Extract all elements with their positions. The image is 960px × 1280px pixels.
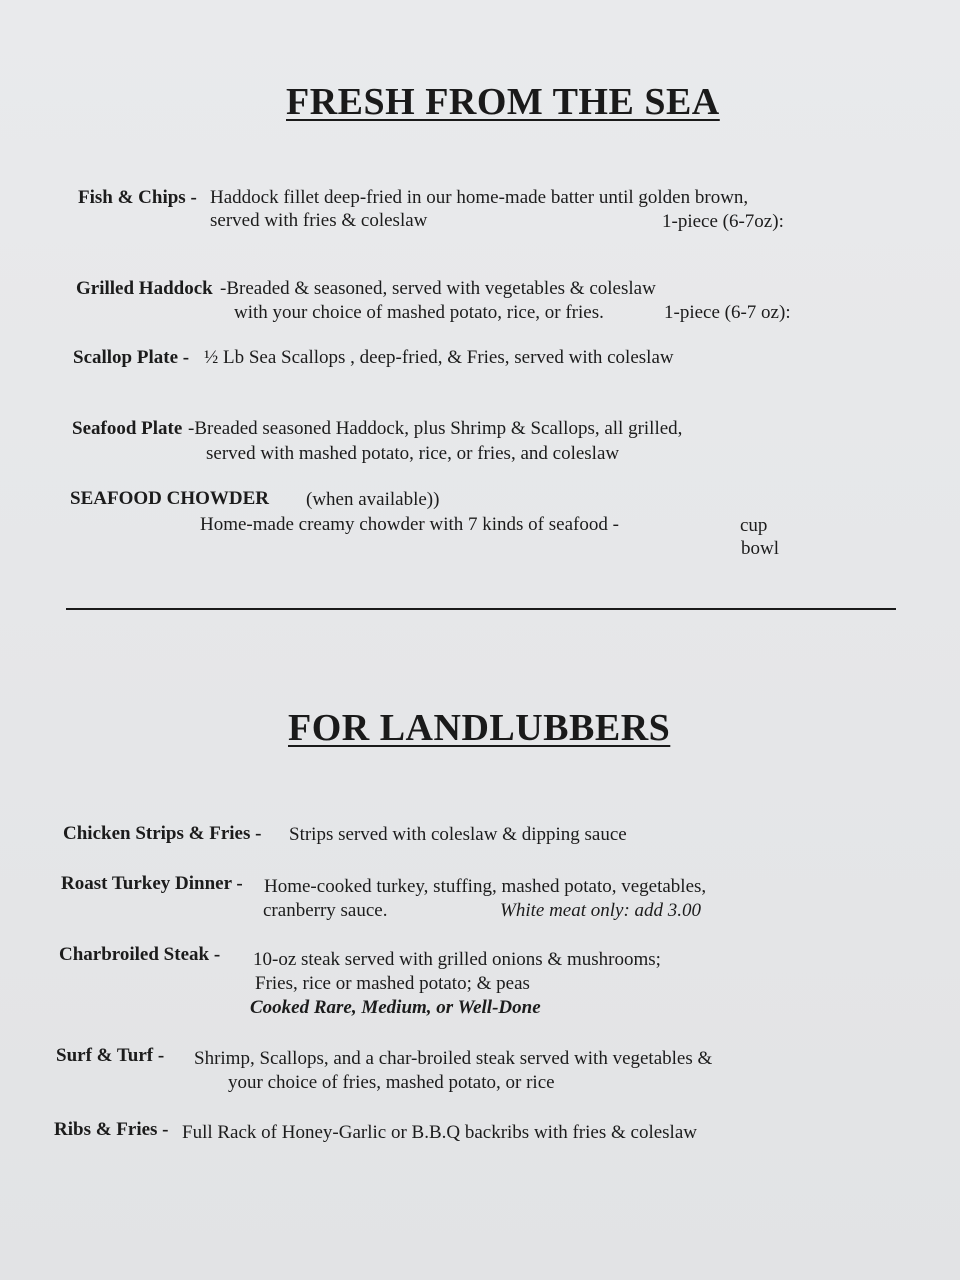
item-desc-seafood-plate-line2: served with mashed potato, rice, or fries, and coleslaw <box>206 443 620 464</box>
item-desc-fish-chips-line1: Haddock fillet deep-fried in our home-made batter until golden brown, <box>210 187 749 208</box>
item-name-fish-chips: Fish & Chips - <box>78 187 197 208</box>
item-desc-chicken-strips: Strips served with coleslaw & dipping sauce <box>289 824 627 845</box>
item-name-chicken-strips: Chicken Strips & Fries - <box>63 823 262 844</box>
item-name-roast-turkey: Roast Turkey Dinner - <box>61 873 243 894</box>
item-extra-roast-turkey: White meat only: add 3.00 <box>500 900 702 921</box>
item-name-seafood-chowder: SEAFOOD CHOWDER <box>70 488 269 509</box>
item-desc-seafood-chowder: Home-made creamy chowder with 7 kinds of seafood - <box>200 514 619 535</box>
item-portion-fish-chips: 1-piece (6-7oz): <box>662 211 784 232</box>
item-name-ribs-fries: Ribs & Fries - <box>54 1119 169 1140</box>
item-name-grilled-haddock: Grilled Haddock <box>76 278 213 299</box>
item-portion-grilled-haddock: 1-piece (6-7 oz): <box>664 302 791 323</box>
item-desc-grilled-haddock-line2: with your choice of mashed potato, rice, or fries. <box>234 302 604 323</box>
item-option-charbroiled-steak: Cooked Rare, Medium, or Well-Done <box>250 997 541 1018</box>
item-size-cup: cup <box>740 515 768 536</box>
item-desc-surf-turf-line2: your choice of fries, mashed potato, or rice <box>228 1072 555 1093</box>
item-desc-roast-turkey-line1: Home-cooked turkey, stuffing, mashed potato, vegetables, <box>264 876 707 897</box>
item-desc-scallop-plate: ½ Lb Sea Scallops , deep-fried, & Fries, served with coleslaw <box>204 347 674 368</box>
item-desc-grilled-haddock-line1: -Breaded & seasoned, served with vegetables & coleslaw <box>220 278 656 299</box>
item-name-scallop-plate: Scallop Plate - <box>73 347 190 368</box>
item-desc-charbroiled-steak-line2: Fries, rice or mashed potato; & peas <box>255 973 530 994</box>
item-name-seafood-plate: Seafood Plate <box>72 418 183 439</box>
section-heading-land: FOR LANDLUBBERS <box>288 707 671 749</box>
item-desc-seafood-plate-line1: -Breaded seasoned Haddock, plus Shrimp & Scallops, all grilled, <box>188 418 683 439</box>
section-heading-sea: FRESH FROM THE SEA <box>286 81 720 123</box>
item-desc-roast-turkey-line2: cranberry sauce. <box>263 900 388 921</box>
item-desc-fish-chips-line2: served with fries & coleslaw <box>210 210 428 231</box>
item-name-charbroiled-steak: Charbroiled Steak - <box>59 944 221 965</box>
item-size-bowl: bowl <box>741 538 779 559</box>
section-divider <box>66 608 896 610</box>
item-desc-surf-turf-line1: Shrimp, Scallops, and a char-broiled steak served with vegetables & <box>194 1048 713 1069</box>
item-desc-charbroiled-steak-line1: 10-oz steak served with grilled onions & mushrooms; <box>253 949 661 970</box>
item-name-surf-turf: Surf & Turf - <box>56 1045 165 1066</box>
item-note-seafood-chowder: (when available)) <box>306 489 440 510</box>
item-desc-ribs-fries: Full Rack of Honey-Garlic or B.B.Q backribs with fries & coleslaw <box>182 1122 697 1143</box>
